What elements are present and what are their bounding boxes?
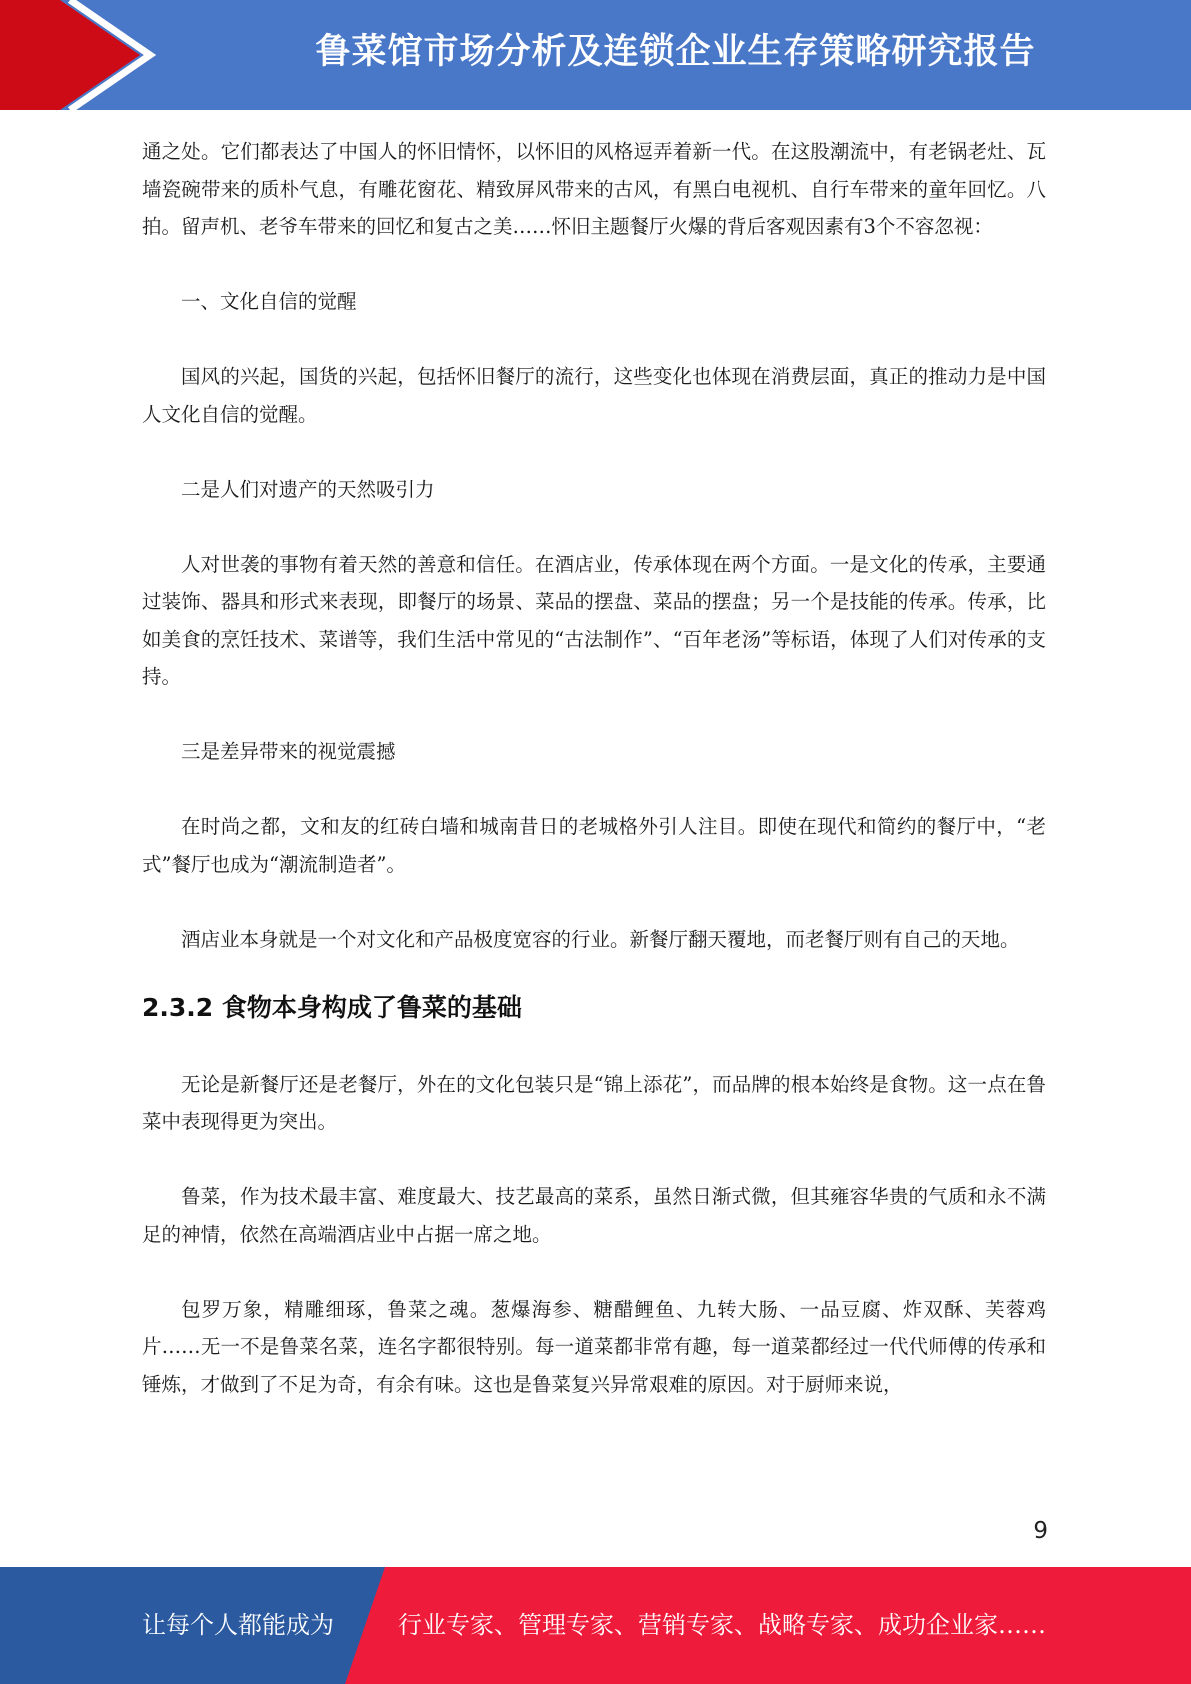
subheading-1: 一、文化自信的觉醒 [181, 290, 357, 313]
footer-banner [0, 1567, 1191, 1684]
paragraph: 无论是新餐厅还是老餐厅，外在的文化包装只是“锦上添花”，而品牌的根本始终是食物。这一点在鲁菜中表现得更为突出。 [142, 1072, 1046, 1133]
footer-slogan-right: 行业专家、管理专家、营销专家、战略专家、成功企业家…… [398, 1611, 1046, 1639]
report-title: 鲁菜馆市场分析及连锁企业生存策略研究报告 [315, 32, 1036, 72]
subheading-2: 二是人们对遗产的天然吸引力 [181, 477, 435, 501]
subheading-3: 三是差异带来的视觉震撼 [181, 740, 396, 763]
footer-slogan-left: 让每个人都能成为 [142, 1611, 334, 1639]
header-arrow-decoration [0, 0, 170, 110]
paragraph: 包罗万象，精雕细琢，鲁菜之魂。葱爆海参、糖醋鲤鱼、九转大肠、一品豆腐、炸双酥、芙蓉鸡片……无一不是鲁菜名菜，连名字都很特别。每一道菜都非常有趣，每一道菜都经过一代代师傅的传承和锤炼，才做到了不足为奇，有余有味。这也是鲁菜复兴异常艰难的原因。对于厨师来说， [142, 1297, 1046, 1396]
paragraph: 通之处。它们都表达了中国人的怀旧情怀，以怀旧的风格逗弄着新一代。在这股潮流中，有老锅老灶、瓦墙瓷碗带来的质朴气息，有雕花窗花、精致屏风带来的古风，有黑白电视机、自行车带来的童年回忆。八拍。留声机、老爷车带来的回忆和复古之美……怀旧主题餐厅火爆的背后客观因素有3个不容忽视： [142, 140, 1046, 238]
header-banner [0, 0, 1191, 110]
paragraph: 国风的兴起，国货的兴起，包括怀旧餐厅的流行，这些变化也体现在消费层面，真正的推动力是中国人文化自信的觉醒。 [142, 365, 1046, 426]
paragraph: 在时尚之都，文和友的红砖白墙和城南昔日的老城格外引人注目。即使在现代和简约的餐厅中，“老式”餐厅也成为“潮流制造者”。 [142, 815, 1046, 876]
page-number: 9 [1033, 1518, 1048, 1544]
document-body [142, 133, 1046, 1403]
paragraph: 酒店业本身就是一个对文化和产品极度宽容的行业。新餐厅翻天覆地，而老餐厅则有自己的天地。 [181, 927, 1020, 951]
paragraph: 鲁菜，作为技术最丰富、难度最大、技艺最高的菜系，虽然日渐式微，但其雍容华贵的气质和永不满足的神情，依然在高端酒店业中占据一席之地。 [142, 1185, 1046, 1246]
section-heading: 2.3.2 食物本身构成了鲁菜的基础 [142, 993, 522, 1022]
paragraph: 人对世袭的事物有着天然的善意和信任。在酒店业，传承体现在两个方面。一是文化的传承，主要通过装饰、器具和形式来表现，即餐厅的场景、菜品的摆盘、菜品的摆盘；另一个是技能的传承。传承，比如美食的烹饪技术、菜谱等，我们生活中常见的“古法制作”、“百年老汤”等标语，体现了人们对传承的支持。 [142, 552, 1046, 688]
